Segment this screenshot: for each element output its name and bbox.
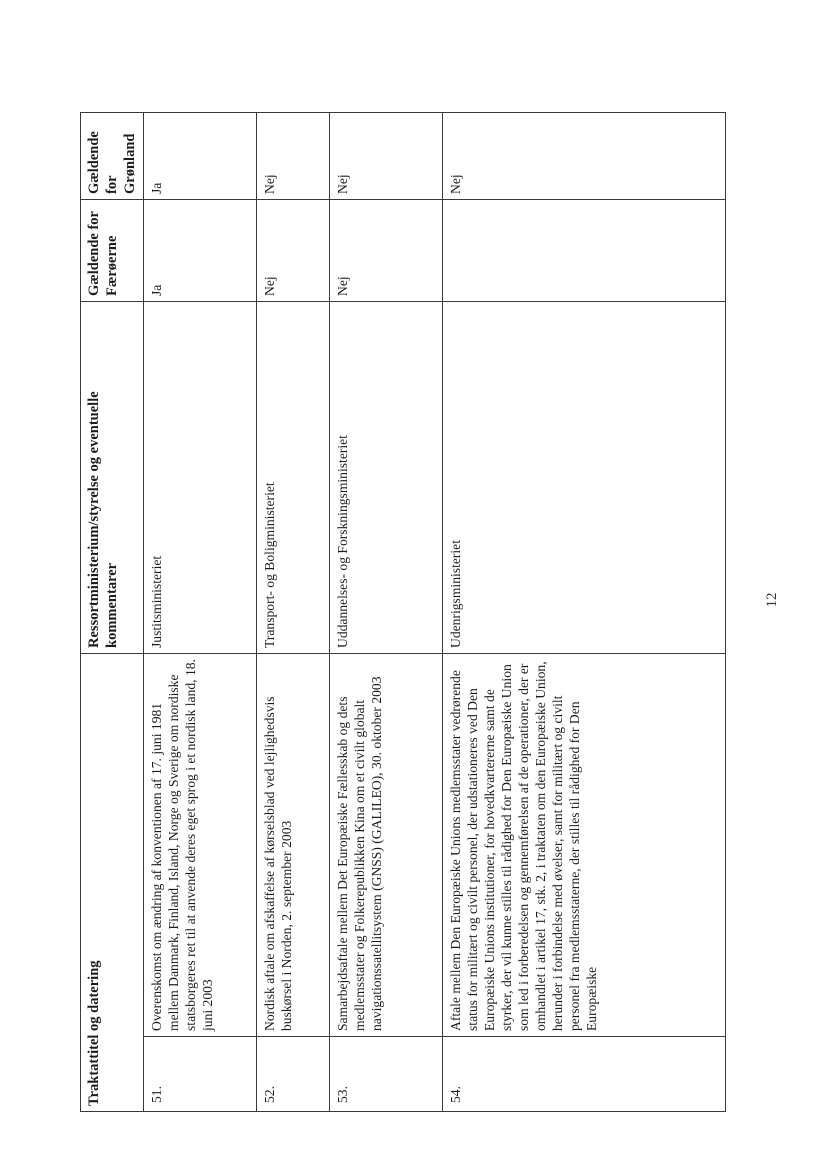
treaty-table [80, 112, 726, 1112]
row-ministry: Uddannelses- og Forskningsministeriet [330, 301, 443, 653]
row-greenland: Nej [443, 112, 726, 199]
header-faroe: Gældende for Færøerne [81, 199, 144, 301]
header-greenland: Gældende for Grønland [81, 112, 144, 199]
table-row [443, 112, 726, 1111]
row-number: 51. [144, 1037, 257, 1112]
row-number: 54. [443, 1037, 726, 1112]
row-faroe: Nej [257, 199, 330, 301]
table-header-row [81, 112, 144, 1111]
row-faroe: Ja [144, 199, 257, 301]
header-ministry: Ressortministerium/styrelse og eventuelle kommentarer [81, 301, 144, 653]
row-title: Samarbejdsaftale mellem Det Europæiske Fællesskab og dets medlemsstater og Folkerepublikken Kina om et civilt globalt navigationssatellitsystem (GNSS) (GALILEO), 30. oktober 2003 [330, 653, 443, 1036]
table-row [330, 112, 443, 1111]
row-number: 53. [330, 1037, 443, 1112]
row-title: Aftale mellem Den Europæiske Unions medlemsstater vedrørende status for militært og civilt personel, der udstationeres ved Den Europæiske Unions institutioner, for hovedkvartererne samt de styrker, der vil kunne stilles til rådighed for Den Europæiske Union som led i forberedelsen og gennemførelsen af de operationer, der er omhandlet i artikel 17, stk. 2, i traktaten om den Europæiske Union, herunder i forbindelse med øvelser, samt for militært og civilt personel fra medlemsstaterne, der stilles til rådighed for Den Europæiske [443, 653, 726, 1036]
rotated-table-container [80, 113, 744, 1112]
row-greenland: Nej [330, 112, 443, 199]
row-title: Nordisk aftale om afskaffelse af kørselsblad ved lejlighedsvis buskørsel i Norden, 2. september 2003 [257, 653, 330, 1036]
table-row [257, 112, 330, 1111]
row-greenland: Ja [144, 112, 257, 199]
row-ministry: Justitsministeriet [144, 301, 257, 653]
row-greenland: Nej [257, 112, 330, 199]
page-number: 12 [764, 592, 780, 608]
row-faroe: Nej [330, 199, 443, 301]
row-number: 52. [257, 1037, 330, 1112]
table-row [144, 112, 257, 1111]
row-faroe [443, 199, 726, 301]
row-ministry: Udenrigsministeriet [443, 301, 726, 653]
header-title: Traktattitel og datering [81, 653, 144, 1111]
row-title: Overenskomst om ændring af konventionen af 17. juni 1981 mellem Danmark, Finland, Island, Norge og Sverige om nordiske statsborgeres ret til at anvende deres eget sprog i et nordisk land, 18. juni 2003 [144, 653, 257, 1036]
row-ministry: Transport- og Boligministeriet [257, 301, 330, 653]
